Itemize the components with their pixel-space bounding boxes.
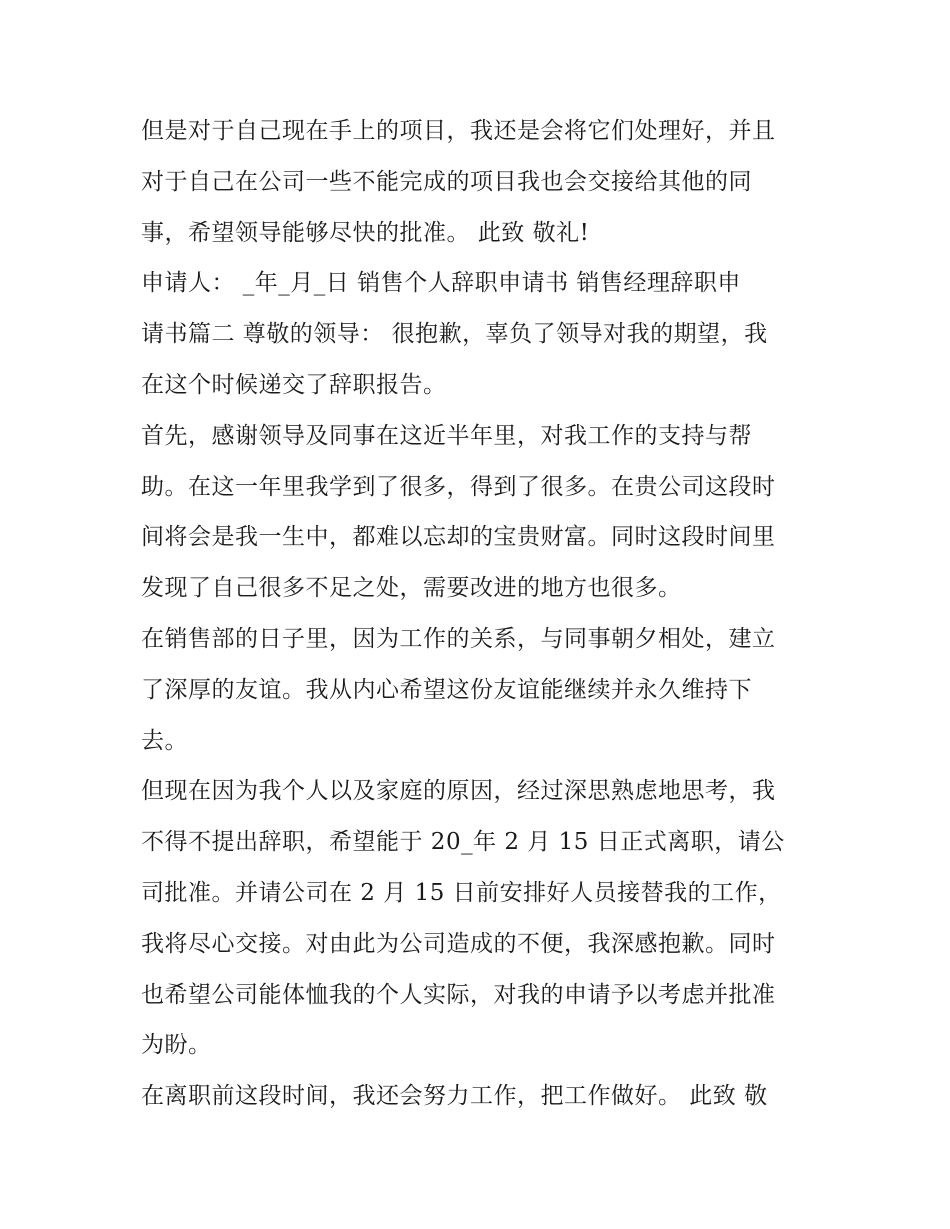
text-line: 不得不提出辞职，希望能于 20_年 2 月 15 日正式离职，请公 xyxy=(141,829,785,856)
text-line: 间将会是我一生中，都难以忘却的宝贵财富。同时这段时间里 xyxy=(141,524,776,551)
text-line: 我将尽心交接。对由此为公司造成的不便，我深感抱歉。同时 xyxy=(141,930,776,957)
text-line: 在这个时候递交了辞职报告。 xyxy=(141,371,447,398)
text-line: 了深厚的友谊。我从内心希望这份友谊能继续并永久维持下 xyxy=(141,676,752,703)
text-line: 对于自己在公司一些不能完成的项目我也会交接给其他的同 xyxy=(141,168,752,195)
text-line: 去。 xyxy=(141,727,188,754)
text-line: 首先，感谢领导及同事在这近半年里，对我工作的支持与帮 xyxy=(141,422,752,449)
text-line: 发现了自己很多不足之处，需要改进的地方也很多。 xyxy=(141,575,682,602)
text-line: 但现在因为我个人以及家庭的原因，经过深思熟虑地思考，我 xyxy=(141,778,776,805)
text-line: 司批准。并请公司在 2 月 15 日前安排好人员接替我的工作， xyxy=(141,879,782,906)
text-line: 申请人： _年_月_日 销售个人辞职申请书 销售经理辞职申 xyxy=(141,270,741,297)
text-line: 事，希望领导能够尽快的批准。 此致 敬礼! xyxy=(141,219,590,246)
document-body xyxy=(141,106,813,1122)
text-line: 但是对于自己现在手上的项目，我还是会将它们处理好，并且 xyxy=(141,118,776,144)
text-line: 助。在这一年里我学到了很多，得到了很多。在贵公司这段时 xyxy=(141,473,776,500)
text-line: 在离职前这段时间，我还会努力工作，把工作做好。 此致 敬 xyxy=(141,1083,768,1110)
text-line: 也希望公司能体恤我的个人实际，对我的申请予以考虑并批准 xyxy=(141,981,776,1008)
text-line: 请书篇二 尊敬的领导： 很抱歉，辜负了领导对我的期望，我 xyxy=(141,321,768,348)
text-line: 在销售部的日子里，因为工作的关系，与同事朝夕相处，建立 xyxy=(141,625,776,652)
text-line: 为盼。 xyxy=(141,1032,212,1059)
